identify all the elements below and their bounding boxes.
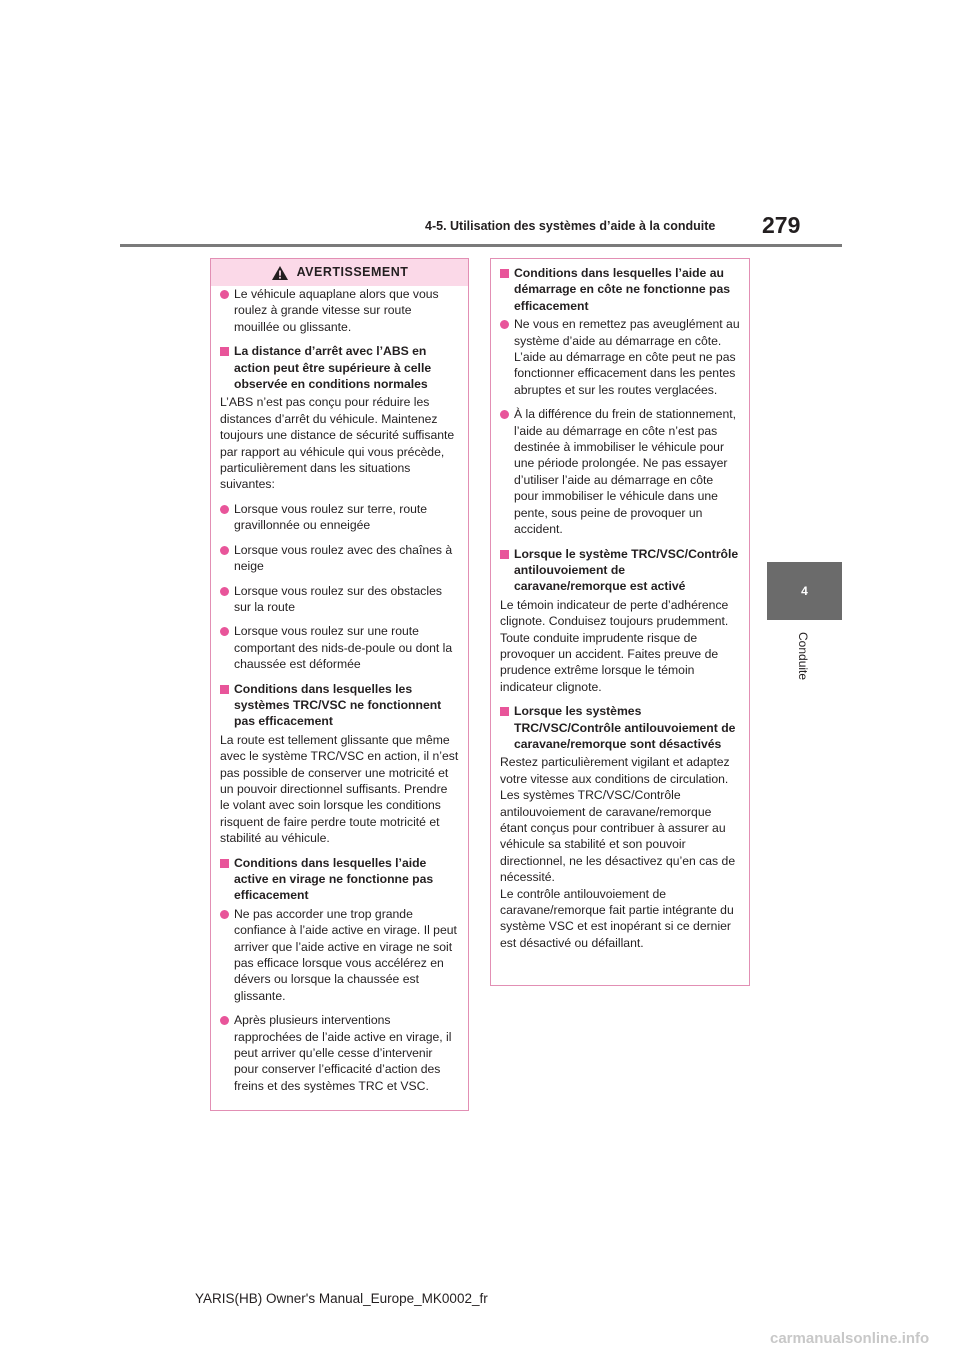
manual-footer: YARIS(HB) Owner's Manual_Europe_MK0002_fr xyxy=(195,1291,488,1306)
chapter-label: Conduite xyxy=(796,632,810,681)
header-rule xyxy=(120,244,842,247)
warning-header xyxy=(211,259,468,286)
subheading: Conditions dans lesquelles l’aide au démarrage en côte ne fonctionne pas efficacement xyxy=(500,265,740,314)
bullet-item: Lorsque vous roulez avec des chaînes à neige xyxy=(220,542,459,575)
paragraph: La route est tellement glissante que même avec le système TRC/VSC en action, il n’est pas possible de conserver une motricité et un pouvoir directionnel suffisants. Prendre le volant avec soin lorsque les conditions risquent de faire perdre toute motricité et stabilité au véhicule. xyxy=(220,732,459,846)
paragraph: L’ABS n’est pas conçu pour réduire les distances d’arrêt du véhicule. Maintenez toujours une distance de sécurité suffisante par rapport au véhicule qui vous précède, particulièrement dans les situations suivantes: xyxy=(220,395,455,492)
warning-triangle-icon xyxy=(271,265,289,281)
bullet-item: À la différence du frein de stationnement, l’aide au démarrage en côte n’est pas destinée à immobiliser le véhicule pour une période prolongée. Ne pas essayer d’utiliser l’aide au démarrage en côte pour immobiliser le véhicule dans une pente, sous peine de provoquer un accident. xyxy=(500,406,740,537)
subheading: Lorsque le système TRC/VSC/Contrôle antilouvoiement de caravane/remorque est activé xyxy=(500,546,740,595)
bullet-item: Ne pas accorder une trop grande confiance à l’aide active en virage. Il peut arriver que l’aide active en virage ne soit pas efficace lorsque vous accélérez en dévers ou lorsque la chaussée est glissante. xyxy=(220,906,459,1004)
bullet-item: Après plusieurs interventions rapprochées de l’aide active en virage, il peut arriver qu’elle cesse d’intervenir pour conserver l’efficacité d’action des freins et des systèmes TRC et VSC. xyxy=(220,1012,459,1094)
bullet-item: Ne vous en remettez pas aveuglément au système d’aide au démarrage en côte. L’aide au démarrage en côte peut ne pas fonctionner efficacement dans les pentes abruptes et sur les routes verglacées. xyxy=(500,316,740,398)
page-number: 279 xyxy=(762,212,801,238)
watermark[interactable]: carmanualsonline.info xyxy=(770,1330,930,1347)
bullet-item: Le véhicule aquaplane alors que vous roulez à grande vitesse sur route mouillée ou glissante. xyxy=(220,286,459,335)
section-title: 4-5. Utilisation des systèmes d’aide à la conduite xyxy=(425,219,716,233)
bullet-item: Lorsque vous roulez sur terre, route gravillonnée ou enneigée xyxy=(220,501,459,534)
subheading: La distance d’arrêt avec l’ABS en action peut être supérieure à celle observée en conditions normales xyxy=(220,343,459,392)
subheading: Conditions dans lesquelles l’aide active en virage ne fonctionne pas efficacement xyxy=(220,855,459,904)
paragraph: Le contrôle antilouvoiement de caravane/remorque fait partie intégrante du système VSC et est inopérant si ce dernier est désactivé ou défaillant. xyxy=(500,886,734,950)
bullet-item: Lorsque vous roulez sur des obstacles sur la route xyxy=(220,583,459,616)
paragraph: Restez particulièrement vigilant et adaptez votre vitesse aux conditions de circulation. Les systèmes TRC/VSC/Contrôle antilouvoiement de caravane/remorque étant conçus pour contribuer à assurer au véhicule sa stabilité et son pouvoir directionnel, ne les désactivez qu’en cas de nécessité. xyxy=(500,755,736,885)
chapter-tab[interactable]: 4 xyxy=(767,562,842,620)
paragraph: Le témoin indicateur de perte d’adhérence clignote. Conduisez toujours prudemment. Toute conduite imprudente risque de provoquer un accident. Faites preuve de prudence extrême lorsque le témoin indicateur clignote. xyxy=(500,597,729,694)
bullet-item: Lorsque vous roulez sur une route comportant des nids-de-poule ou dont la chaussée est déformée xyxy=(220,623,459,672)
warning-heading: AVERTISSEMENT xyxy=(296,265,409,280)
subheading: Lorsque les systèmes TRC/VSC/Contrôle antilouvoiement de caravane/remorque sont désactivés xyxy=(500,703,740,752)
subheading: Conditions dans lesquelles les systèmes TRC/VSC ne fonctionnent pas efficacement xyxy=(220,681,459,730)
warning-box-continued xyxy=(490,258,750,986)
warning-box xyxy=(210,258,469,1111)
